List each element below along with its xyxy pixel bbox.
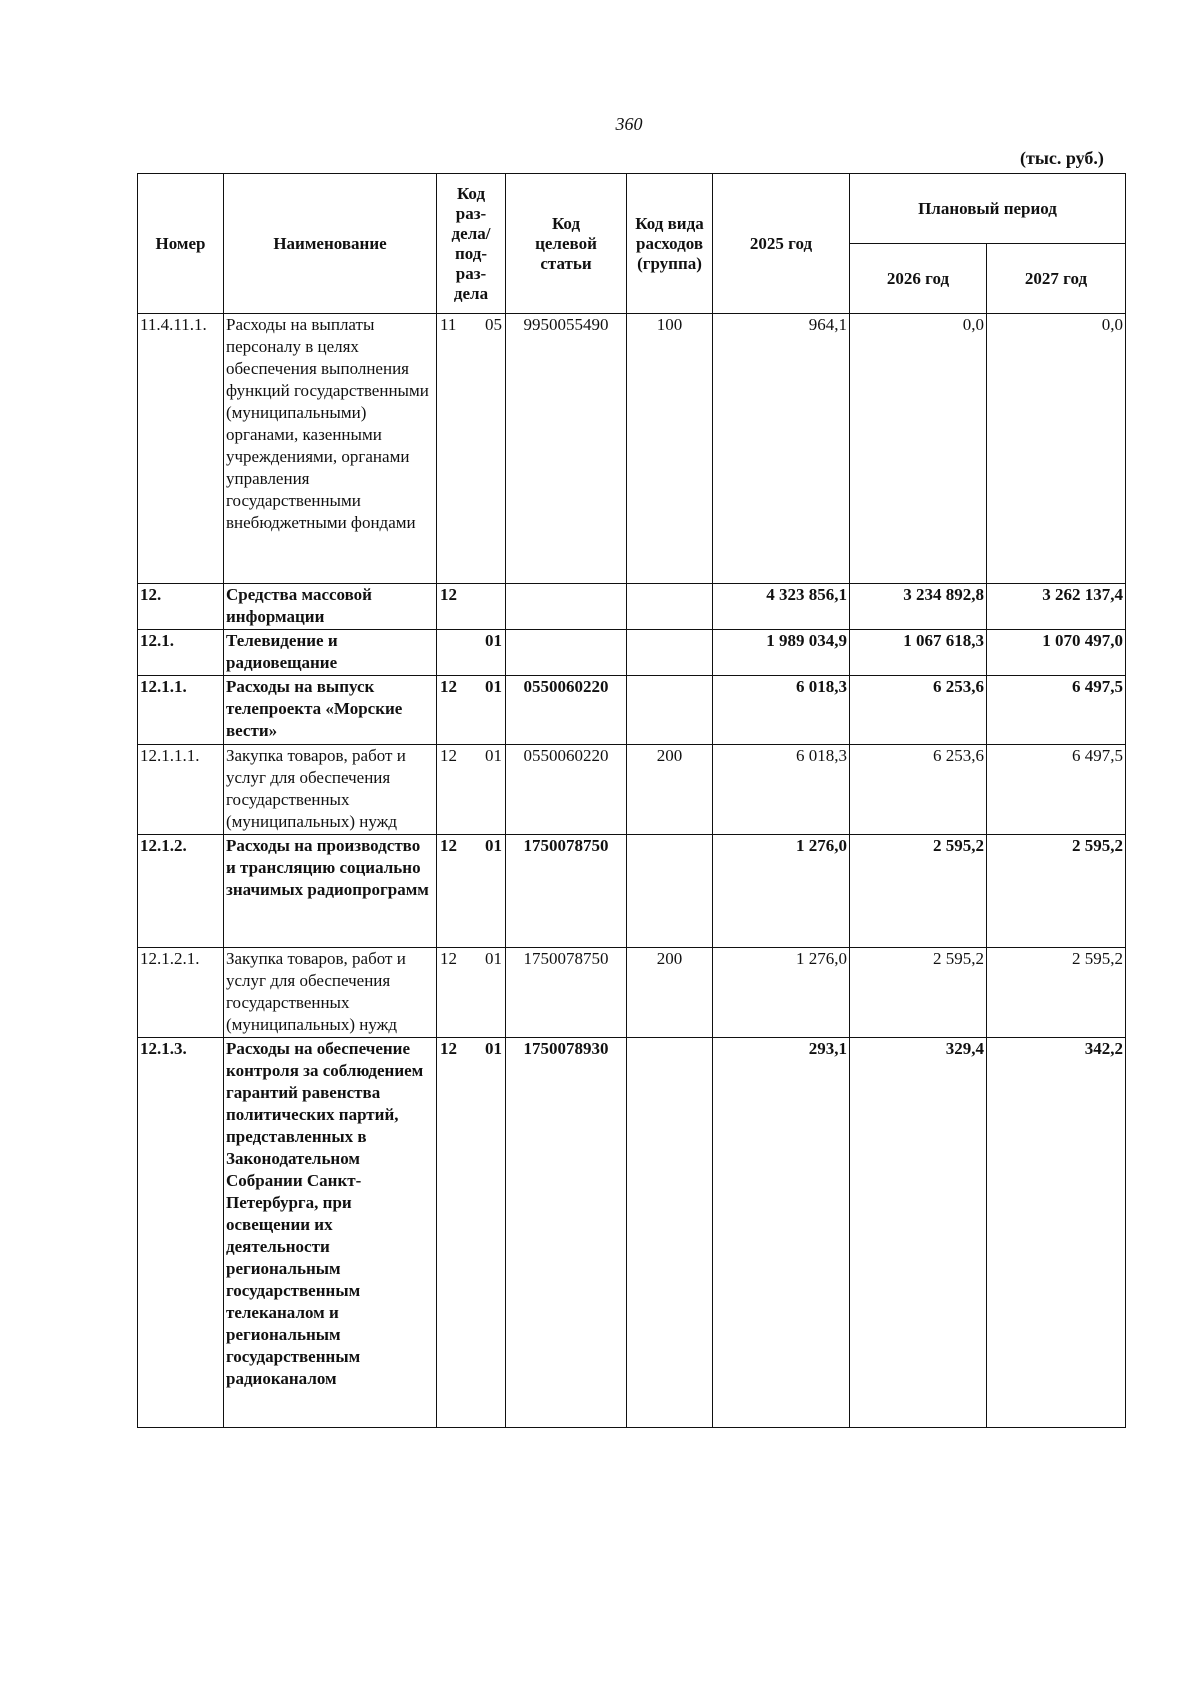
row-amount-2027: 0,0	[987, 314, 1126, 584]
row-target-code: 0550060220	[506, 676, 627, 745]
row-amount-2025: 1 276,0	[713, 835, 850, 948]
row-amount-2025: 6 018,3	[713, 676, 850, 745]
row-section-code	[437, 584, 506, 630]
row-name: Расходы на обеспечение контроля за соблюдением гарантий равенства политических партий, представленных в Законодательном Собрании Санкт-Петербурга, при освещении их деятельности региональным государственным телеканалом и региональным государственным радиоканалом	[224, 1038, 437, 1428]
row-subsection: 01	[485, 746, 502, 765]
table-body	[138, 314, 1126, 1428]
units-label: (тыс. руб.)	[1020, 148, 1104, 168]
row-section: 12	[440, 949, 457, 968]
row-target-code: 0550060220	[506, 745, 627, 835]
row-amount-2026: 329,4	[850, 1038, 987, 1428]
row-number: 12.1.1.	[138, 676, 224, 745]
row-amount-2026: 3 234 892,8	[850, 584, 987, 630]
row-amount-2027: 2 595,2	[987, 835, 1126, 948]
row-subsection: 01	[485, 836, 502, 855]
row-amount-2027: 342,2	[987, 1038, 1126, 1428]
row-name: Телевидение и радиовещание	[224, 630, 437, 676]
table-row	[138, 1038, 1126, 1428]
row-section: 12	[440, 585, 457, 604]
row-number: 12.1.3.	[138, 1038, 224, 1428]
row-number: 12.1.2.	[138, 835, 224, 948]
row-subsection: 01	[485, 631, 502, 650]
row-amount-2026: 6 253,6	[850, 745, 987, 835]
row-section-code	[437, 314, 506, 584]
row-number: 12.1.1.1.	[138, 745, 224, 835]
row-name: Расходы на выплаты персоналу в целях обеспечения выполнения функций государственными (муниципальными) органами, казенными учреждениями, органами управления государственными внебюджетными фондами	[224, 314, 437, 584]
table-row	[138, 745, 1126, 835]
row-expense-type	[627, 630, 713, 676]
row-amount-2027: 6 497,5	[987, 676, 1126, 745]
row-amount-2025: 964,1	[713, 314, 850, 584]
row-expense-type	[627, 584, 713, 630]
header-target-code: Код целевой статьи	[506, 174, 627, 314]
row-section-code	[437, 1038, 506, 1428]
row-section: 11	[440, 315, 457, 334]
row-expense-type	[627, 1038, 713, 1428]
row-section: 12	[440, 1039, 457, 1058]
row-amount-2026: 0,0	[850, 314, 987, 584]
row-amount-2027: 1 070 497,0	[987, 630, 1126, 676]
row-amount-2026: 6 253,6	[850, 676, 987, 745]
row-section-code	[437, 948, 506, 1038]
row-target-code	[506, 630, 627, 676]
row-target-code	[506, 584, 627, 630]
page-number: 360	[615, 114, 643, 134]
row-amount-2026: 2 595,2	[850, 948, 987, 1038]
row-subsection: 05	[485, 315, 502, 334]
table-row	[138, 630, 1126, 676]
table-row	[138, 835, 1126, 948]
row-expense-type: 200	[627, 948, 713, 1038]
row-amount-2025: 4 323 856,1	[713, 584, 850, 630]
row-target-code: 9950055490	[506, 314, 627, 584]
row-section: 12	[440, 836, 457, 855]
header-expense-type: Код вида расходов (группа)	[627, 174, 713, 314]
row-subsection: 01	[485, 949, 502, 968]
row-amount-2026: 1 067 618,3	[850, 630, 987, 676]
row-amount-2026: 2 595,2	[850, 835, 987, 948]
row-amount-2025: 6 018,3	[713, 745, 850, 835]
row-number: 12.1.	[138, 630, 224, 676]
header-section-code: Код раз- дела/ под- раз- дела	[437, 174, 506, 314]
header-year-2026: 2026 год	[850, 244, 987, 314]
table-row	[138, 676, 1126, 745]
header-row-top	[138, 174, 1126, 244]
row-name: Расходы на производство и трансляцию социально значимых радиопрограмм	[224, 835, 437, 948]
row-name: Средства массовой информации	[224, 584, 437, 630]
header-year-2027: 2027 год	[987, 244, 1126, 314]
row-section: 12	[440, 746, 457, 765]
table-row	[138, 314, 1126, 584]
row-amount-2027: 2 595,2	[987, 948, 1126, 1038]
row-section-code	[437, 835, 506, 948]
row-target-code: 1750078930	[506, 1038, 627, 1428]
header-year-2025: 2025 год	[713, 174, 850, 314]
row-section-code	[437, 745, 506, 835]
row-number: 11.4.11.1.	[138, 314, 224, 584]
row-amount-2027: 6 497,5	[987, 745, 1126, 835]
row-expense-type: 200	[627, 745, 713, 835]
row-name: Закупка товаров, работ и услуг для обеспечения государственных (муниципальных) нужд	[224, 948, 437, 1038]
header-planned-period: Плановый период	[850, 174, 1126, 244]
budget-table	[137, 173, 1126, 1428]
row-target-code: 1750078750	[506, 948, 627, 1038]
row-subsection: 01	[485, 1039, 502, 1058]
row-amount-2025: 1 989 034,9	[713, 630, 850, 676]
row-amount-2025: 1 276,0	[713, 948, 850, 1038]
header-name: Наименование	[224, 174, 437, 314]
row-name: Расходы на выпуск телепроекта «Морские вести»	[224, 676, 437, 745]
row-section: 12	[440, 677, 457, 696]
row-number: 12.	[138, 584, 224, 630]
table-row	[138, 584, 1126, 630]
row-expense-type	[627, 835, 713, 948]
row-expense-type: 100	[627, 314, 713, 584]
header-number: Номер	[138, 174, 224, 314]
row-subsection: 01	[485, 677, 502, 696]
table-row	[138, 948, 1126, 1038]
row-amount-2025: 293,1	[713, 1038, 850, 1428]
row-number: 12.1.2.1.	[138, 948, 224, 1038]
row-name: Закупка товаров, работ и услуг для обеспечения государственных (муниципальных) нужд	[224, 745, 437, 835]
row-section-code	[437, 630, 506, 676]
row-expense-type	[627, 676, 713, 745]
row-target-code: 1750078750	[506, 835, 627, 948]
row-section-code	[437, 676, 506, 745]
row-amount-2027: 3 262 137,4	[987, 584, 1126, 630]
